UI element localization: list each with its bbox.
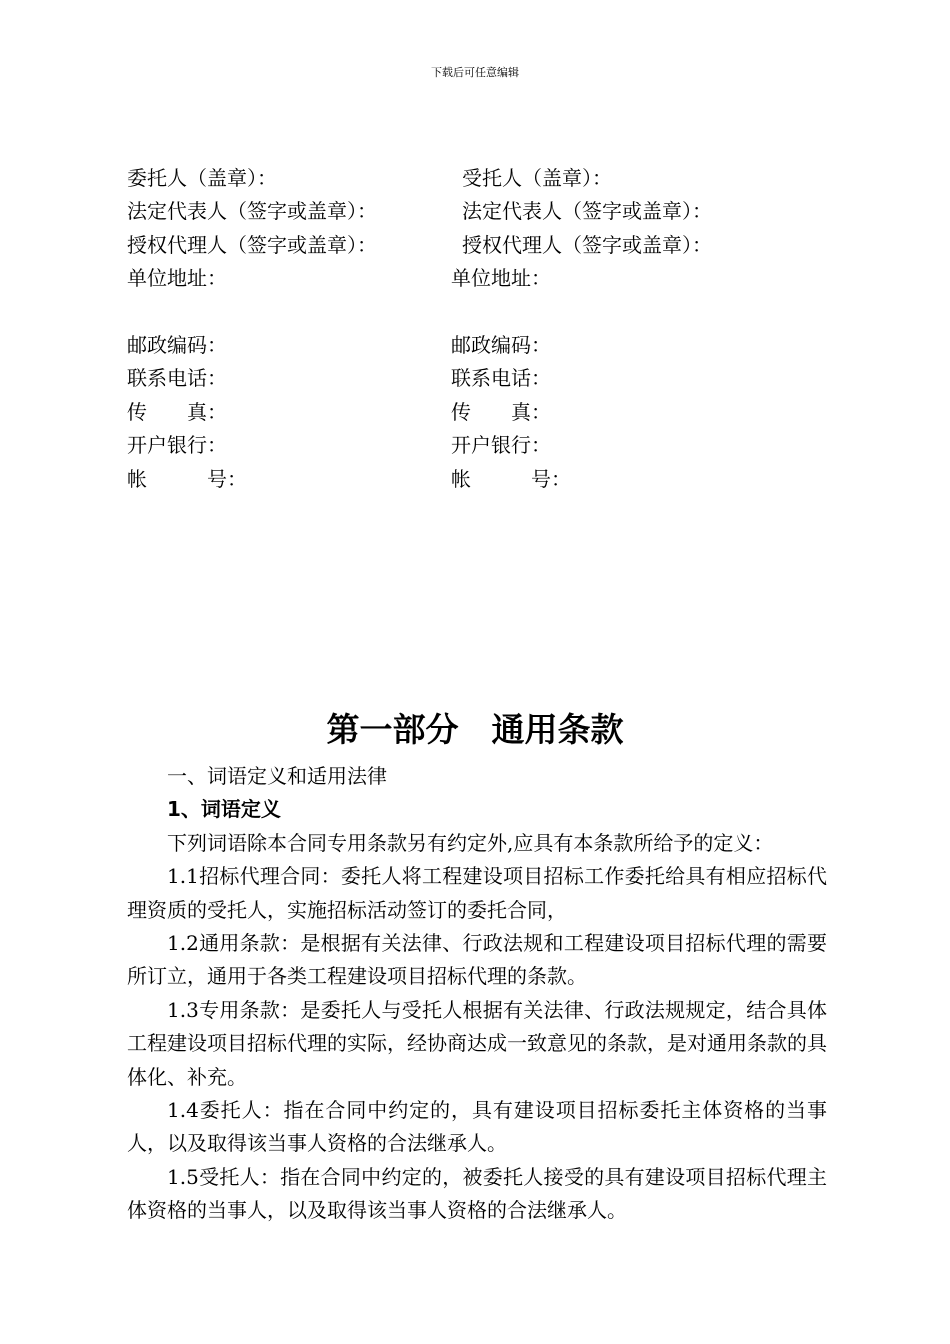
client-bank-line: 开户银行： [127,433,227,458]
section-body [127,760,827,1228]
fax-label-a: 传 [127,399,147,424]
agent-bank-line: 开户银行： [451,433,551,458]
heading-definitions-law: 一、词语定义和适用法律 [167,764,387,788]
paragraph-1-2: 1.2通用条款：是根据有关法律、行政法规和工程建设项目招标代理的需要所订立，通用于各类工程建设项目招标代理的条款。 [127,931,827,989]
account-label-b: 号： [207,466,247,491]
client-fax-line [127,396,377,429]
client-legal-rep-line: 法定代表人（签字或盖章）： [127,199,377,224]
account-label-a: 帐 [451,466,471,491]
fax-label-b: 真： [187,399,227,424]
account-label-b: 号： [531,466,571,491]
agent-legal-rep-line: 法定代表人（签字或盖章）： [462,199,712,224]
heading-definitions: 1、词语定义 [167,797,281,822]
client-address-line: 单位地址： [127,266,227,291]
paragraph-intro: 下列词语除本合同专用条款另有约定外,应具有本条款所给予的定义： [167,830,774,855]
agent-fax-line [451,396,712,429]
paragraph-1-3: 1.3专用条款：是委托人与受托人根据有关法律、行政法规规定，结合具体工程建设项目招标代理的实际，经协商达成一致意见的条款，是对通用条款的具体化、补充。 [127,997,827,1089]
client-account-line [127,463,377,496]
paragraph-1-1: 1.1招标代理合同：委托人将工程建设项目招标工作委托给具有相应招标代理资质的受托人，实施招标活动签订的委托合同， [127,864,827,922]
client-seal-line: 委托人（盖章）： [127,166,277,190]
agent-seal-line: 受托人（盖章）： [462,166,612,190]
fax-label-b: 真： [511,399,551,424]
client-signature-block [127,162,377,496]
paragraph-1-4: 1.4委托人：指在合同中约定的，具有建设项目招标委托主体资格的当事人，以及取得该当事人资格的合法继承人。 [127,1098,827,1156]
paragraph-1-5: 1.5受托人：指在合同中约定的，被委托人接受的具有建设项目招标代理主体资格的当事人，以及取得该当事人资格的合法继承人。 [127,1164,827,1223]
account-label-a: 帐 [127,466,147,491]
client-postcode-line: 邮政编码： [127,332,227,357]
fax-label-a: 传 [451,399,471,424]
agent-account-line [451,463,712,496]
spacer [451,296,712,329]
agent-address-line: 单位地址： [451,266,551,291]
client-authorized-agent-line: 授权代理人（签字或盖章）： [127,232,377,257]
agent-authorized-agent-line: 授权代理人（签字或盖章）： [462,232,712,257]
spacer [127,296,377,329]
client-phone-line: 联系电话： [127,366,227,391]
agent-signature-block [451,162,712,496]
section-title: 第一部分 通用条款 [326,710,624,749]
agent-postcode-line: 邮政编码： [451,332,551,357]
agent-phone-line: 联系电话： [451,366,551,391]
header-note: 下载后可任意编辑 [431,66,519,79]
